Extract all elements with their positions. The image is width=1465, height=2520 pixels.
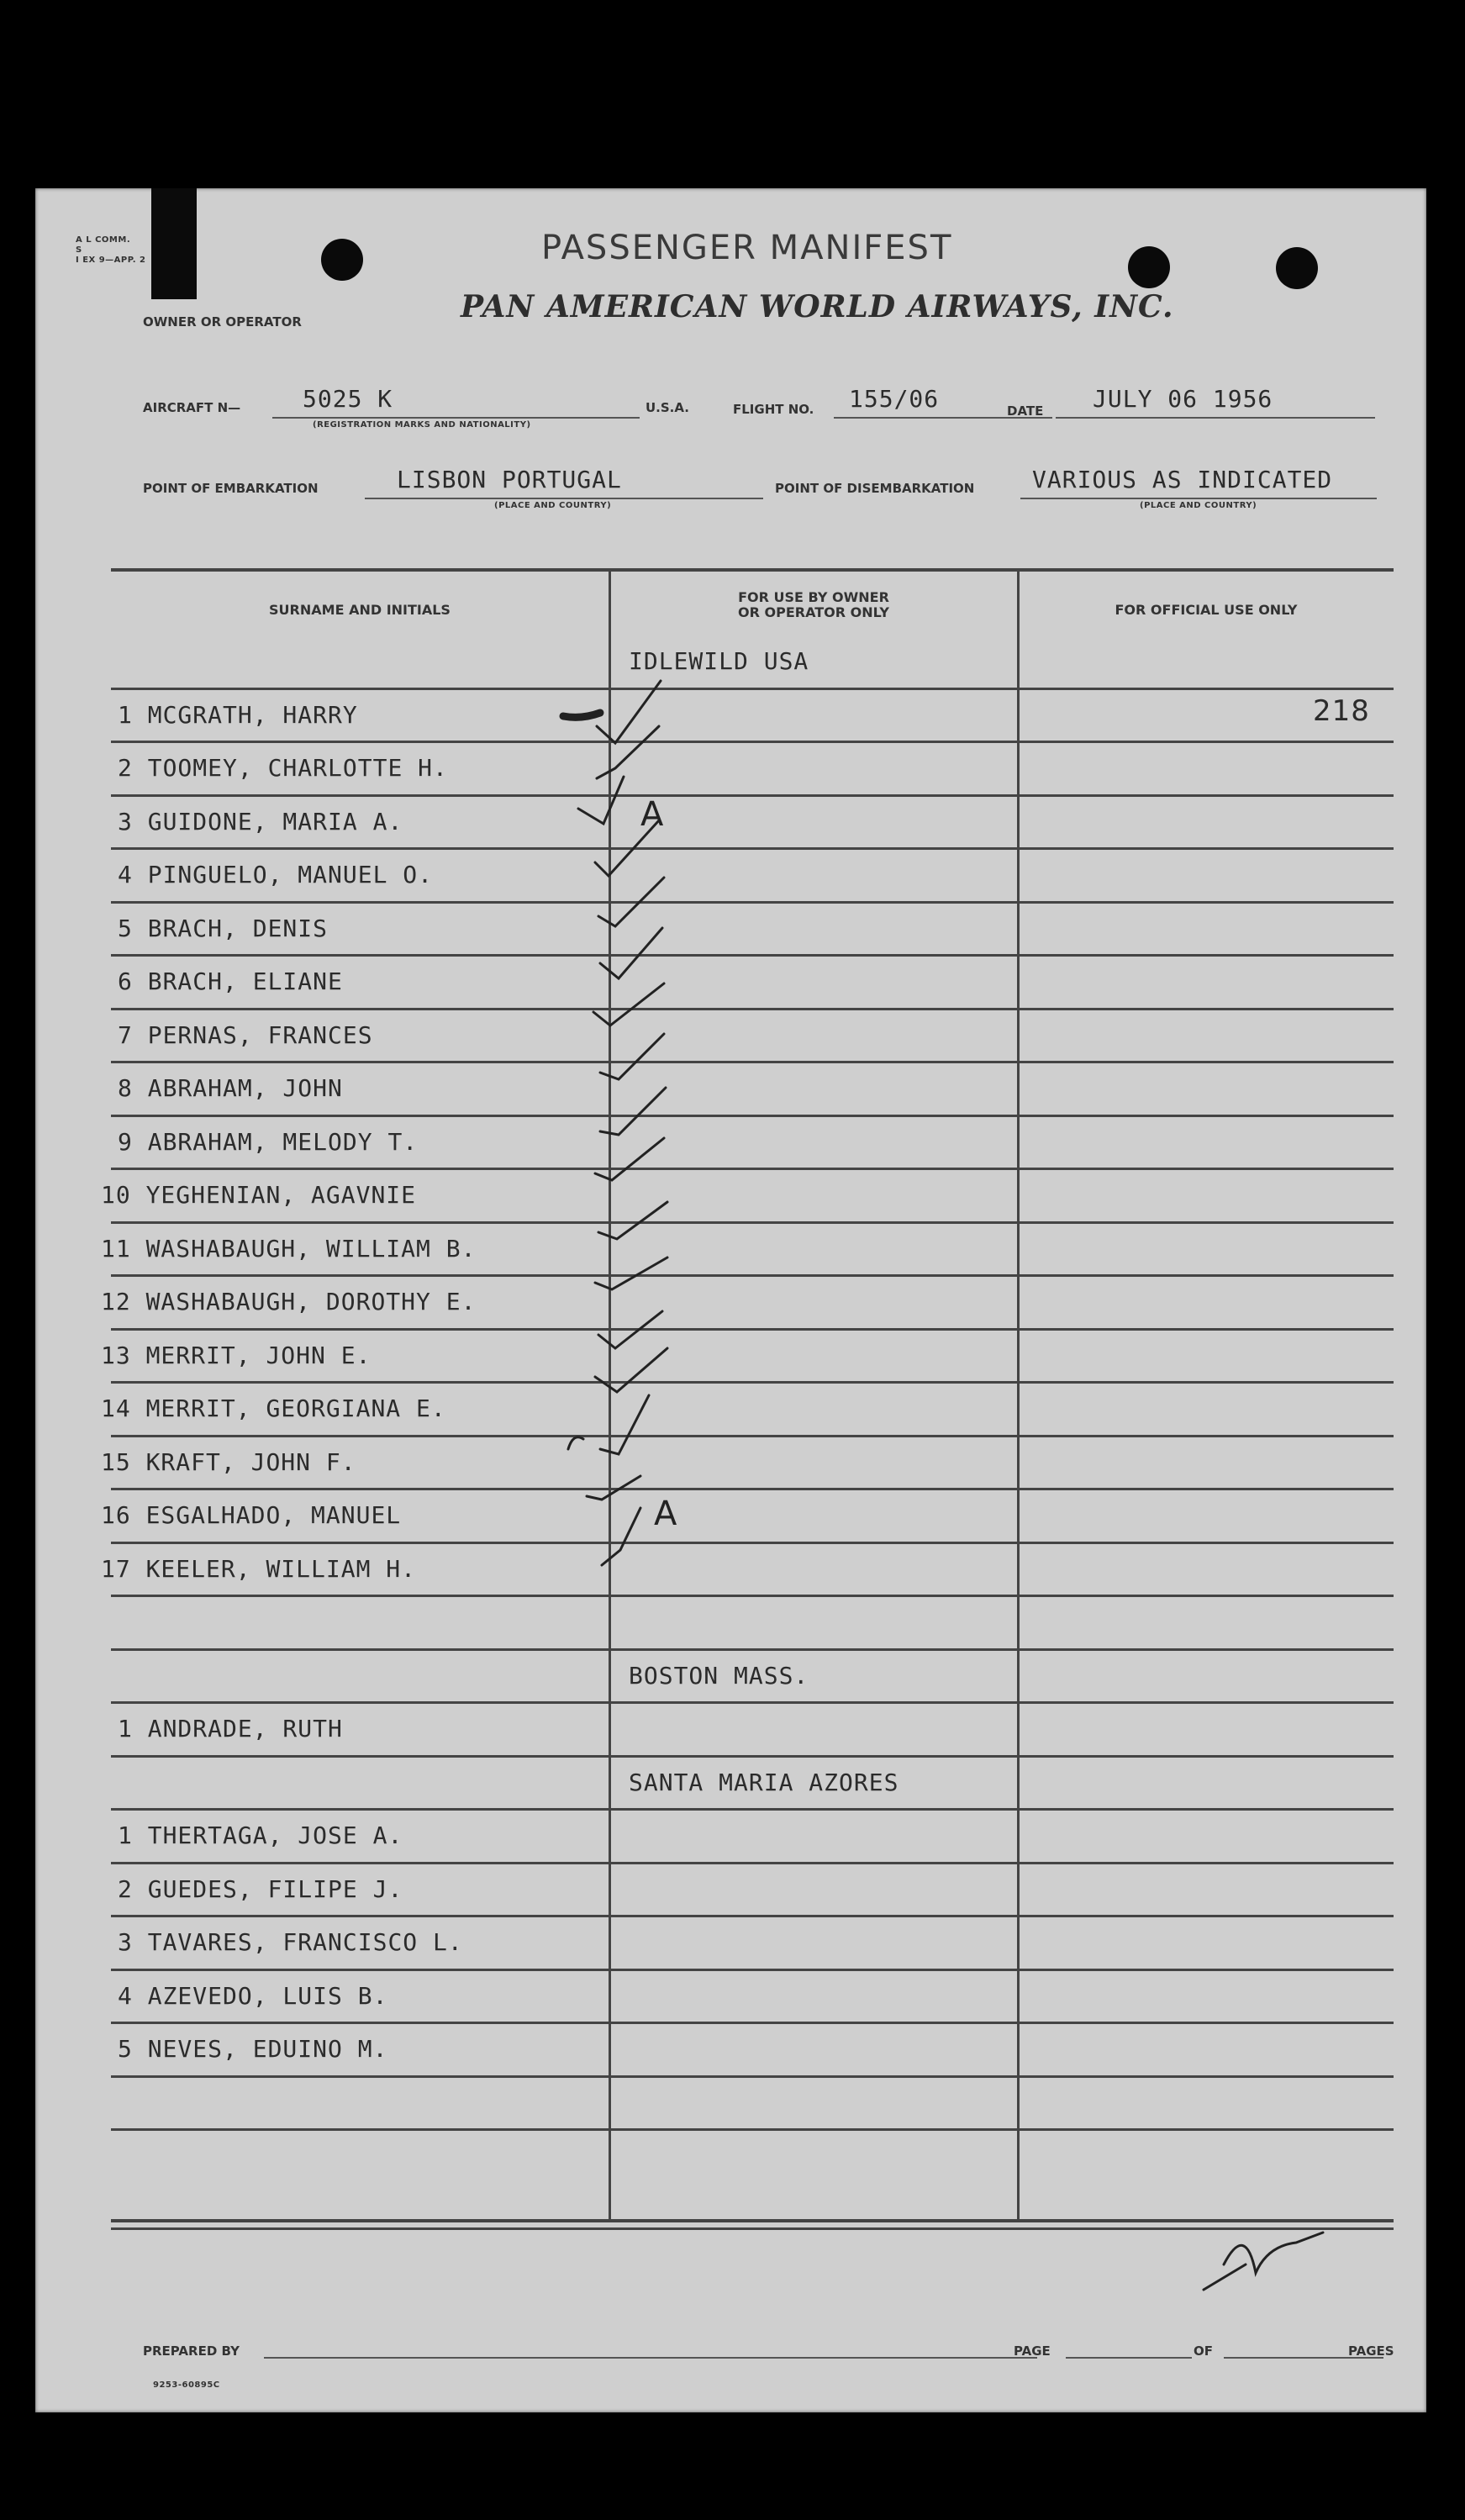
checkmark	[595, 1138, 664, 1180]
passenger-number: 3	[118, 1928, 133, 1956]
checkmark	[587, 1476, 640, 1500]
checkmark	[598, 1311, 662, 1348]
passenger-number: 15	[101, 1447, 131, 1476]
disembarkation-value: VARIOUS AS INDICATED	[1032, 466, 1333, 493]
checkmark	[595, 1257, 667, 1289]
aircraft-value: 5025 K	[303, 385, 393, 413]
embarkation-sublabel: (PLACE AND COUNTRY)	[494, 501, 612, 510]
destination-label: IDLEWILD USA	[629, 647, 809, 675]
usa-label: U.S.A.	[646, 400, 689, 415]
airline-name: PAN AMERICAN WORLD AIRWAYS, INC.	[461, 289, 1174, 324]
col-head-surname: SURNAME AND INITIALS	[269, 602, 451, 618]
flight-value: 155/06	[849, 385, 940, 413]
embarkation-label: POINT OF EMBARKATION	[143, 481, 319, 496]
embarkation-value: LISBON PORTUGAL	[397, 466, 622, 493]
table-bottom-rule-2	[111, 2227, 1394, 2230]
handwritten-mark-row16: A	[654, 1495, 677, 1533]
table-bottom-rule	[111, 2219, 1394, 2222]
col-head-official: FOR OFFICIAL USE ONLY	[1115, 602, 1298, 618]
aircraft-sublabel: (REGISTRATION MARKS AND NATIONALITY)	[313, 420, 531, 430]
passenger-number: 6	[118, 967, 133, 995]
checkmark	[602, 1508, 640, 1565]
passenger-number: 2	[118, 754, 133, 782]
passenger-number: 5	[118, 914, 133, 942]
checkmark	[598, 1202, 667, 1239]
passenger-name: ESGALHADO, MANUEL	[145, 1501, 402, 1529]
page-line	[1066, 2357, 1192, 2359]
official-number: 218	[1313, 694, 1370, 728]
passenger-name: WASHABAUGH, WILLIAM B.	[145, 1234, 477, 1263]
of-label: OF	[1194, 2343, 1213, 2359]
passenger-name: KEELER, WILLIAM H.	[145, 1554, 417, 1583]
form-number: 9253-60895C	[153, 2380, 220, 2390]
prepared-by-label: PREPARED BY	[143, 2343, 240, 2359]
passenger-name: NEVES, EDUINO M.	[147, 2035, 388, 2063]
date-value: JULY 06 1956	[1093, 385, 1273, 413]
passenger-name: TOOMEY, CHARLOTTE H.	[147, 754, 448, 782]
passenger-number: 13	[101, 1341, 131, 1369]
passenger-number: 4	[118, 1981, 133, 2010]
passenger-name: ABRAHAM, MELODY T.	[147, 1127, 419, 1156]
passenger-number: 7	[118, 1020, 133, 1049]
checkmark	[600, 1088, 666, 1135]
passenger-number: 12	[101, 1288, 131, 1315]
passenger-name: MERRIT, GEORGIANA E.	[145, 1394, 446, 1422]
disembarkation-sublabel: (PLACE AND COUNTRY)	[1140, 501, 1257, 510]
disembarkation-label: POINT OF DISEMBARKATION	[775, 481, 975, 496]
handwritten-marks	[35, 188, 1426, 2412]
signature-stroke	[1204, 2264, 1246, 2290]
passenger-number: 4	[118, 861, 133, 888]
passenger-number: 2	[118, 1874, 133, 1903]
passenger-name: MCGRATH, HARRY	[147, 700, 358, 729]
checkmark	[600, 1395, 649, 1454]
passenger-number: 3	[118, 807, 133, 836]
pen-mark	[568, 1437, 583, 1449]
checkmark	[578, 777, 624, 824]
signature-initial	[1224, 2233, 1323, 2273]
flight-label: FLIGHT NO.	[733, 402, 814, 417]
passenger-name: PERNAS, FRANCES	[147, 1020, 373, 1049]
passenger-name: AZEVEDO, LUIS B.	[147, 1981, 388, 2010]
passenger-name: PINGUELO, MANUEL O.	[147, 861, 434, 888]
checkmark	[598, 878, 664, 926]
handwritten-mark-row3: A	[640, 795, 664, 834]
passenger-name: TAVARES, FRANCISCO L.	[147, 1928, 463, 1956]
checkmark	[595, 1348, 667, 1392]
passenger-number: 9	[118, 1127, 133, 1156]
passenger-number: 17	[101, 1554, 131, 1583]
destination-label: BOSTON MASS.	[629, 1661, 809, 1690]
pages-label: PAGES	[1348, 2343, 1394, 2359]
passenger-name: ABRAHAM, JOHN	[147, 1074, 343, 1102]
passenger-name: WASHABAUGH, DOROTHY E.	[145, 1288, 477, 1315]
manifest-page	[35, 188, 1426, 2412]
passenger-number: 10	[101, 1181, 131, 1209]
passenger-number: 1	[118, 1715, 133, 1742]
checkmark	[600, 928, 662, 978]
passenger-name: GUEDES, FILIPE J.	[147, 1874, 403, 1903]
checkmark	[600, 1034, 664, 1079]
passenger-number: 11	[101, 1234, 131, 1263]
passenger-name: MERRIT, JOHN E.	[145, 1341, 372, 1369]
page-label: PAGE	[1014, 2343, 1051, 2359]
ink-smudge-mark	[563, 713, 600, 717]
passenger-number: 8	[118, 1074, 133, 1102]
passenger-name: BRACH, ELIANE	[147, 967, 343, 995]
passenger-number: 1	[118, 700, 133, 729]
form-code: A L COMM. S I EX 9—APP. 2	[76, 235, 146, 265]
passenger-name: KRAFT, JOHN F.	[145, 1447, 356, 1476]
passenger-number: 5	[118, 2035, 133, 2063]
passenger-name: THERTAGA, JOSE A.	[147, 1821, 403, 1849]
passenger-name: BRACH, DENIS	[147, 914, 329, 942]
passenger-number: 1	[118, 1821, 133, 1849]
checkmark	[593, 983, 664, 1025]
passenger-name: YEGHENIAN, AGAVNIE	[145, 1181, 417, 1209]
aircraft-label: AIRCRAFT N—	[143, 400, 241, 415]
passenger-number: 14	[101, 1394, 131, 1422]
passenger-number: 16	[101, 1501, 131, 1529]
destination-label: SANTA MARIA AZORES	[629, 1768, 899, 1796]
date-label: DATE	[1007, 403, 1044, 419]
passenger-name: ANDRADE, RUTH	[147, 1715, 343, 1742]
page-title: PASSENGER MANIFEST	[541, 229, 953, 267]
passenger-name: GUIDONE, MARIA A.	[147, 807, 403, 836]
owner-label: OWNER OR OPERATOR	[143, 314, 302, 329]
col-head-owner-use: FOR USE BY OWNER OR OPERATOR ONLY	[738, 589, 889, 620]
prepared-by-line	[264, 2357, 1037, 2359]
